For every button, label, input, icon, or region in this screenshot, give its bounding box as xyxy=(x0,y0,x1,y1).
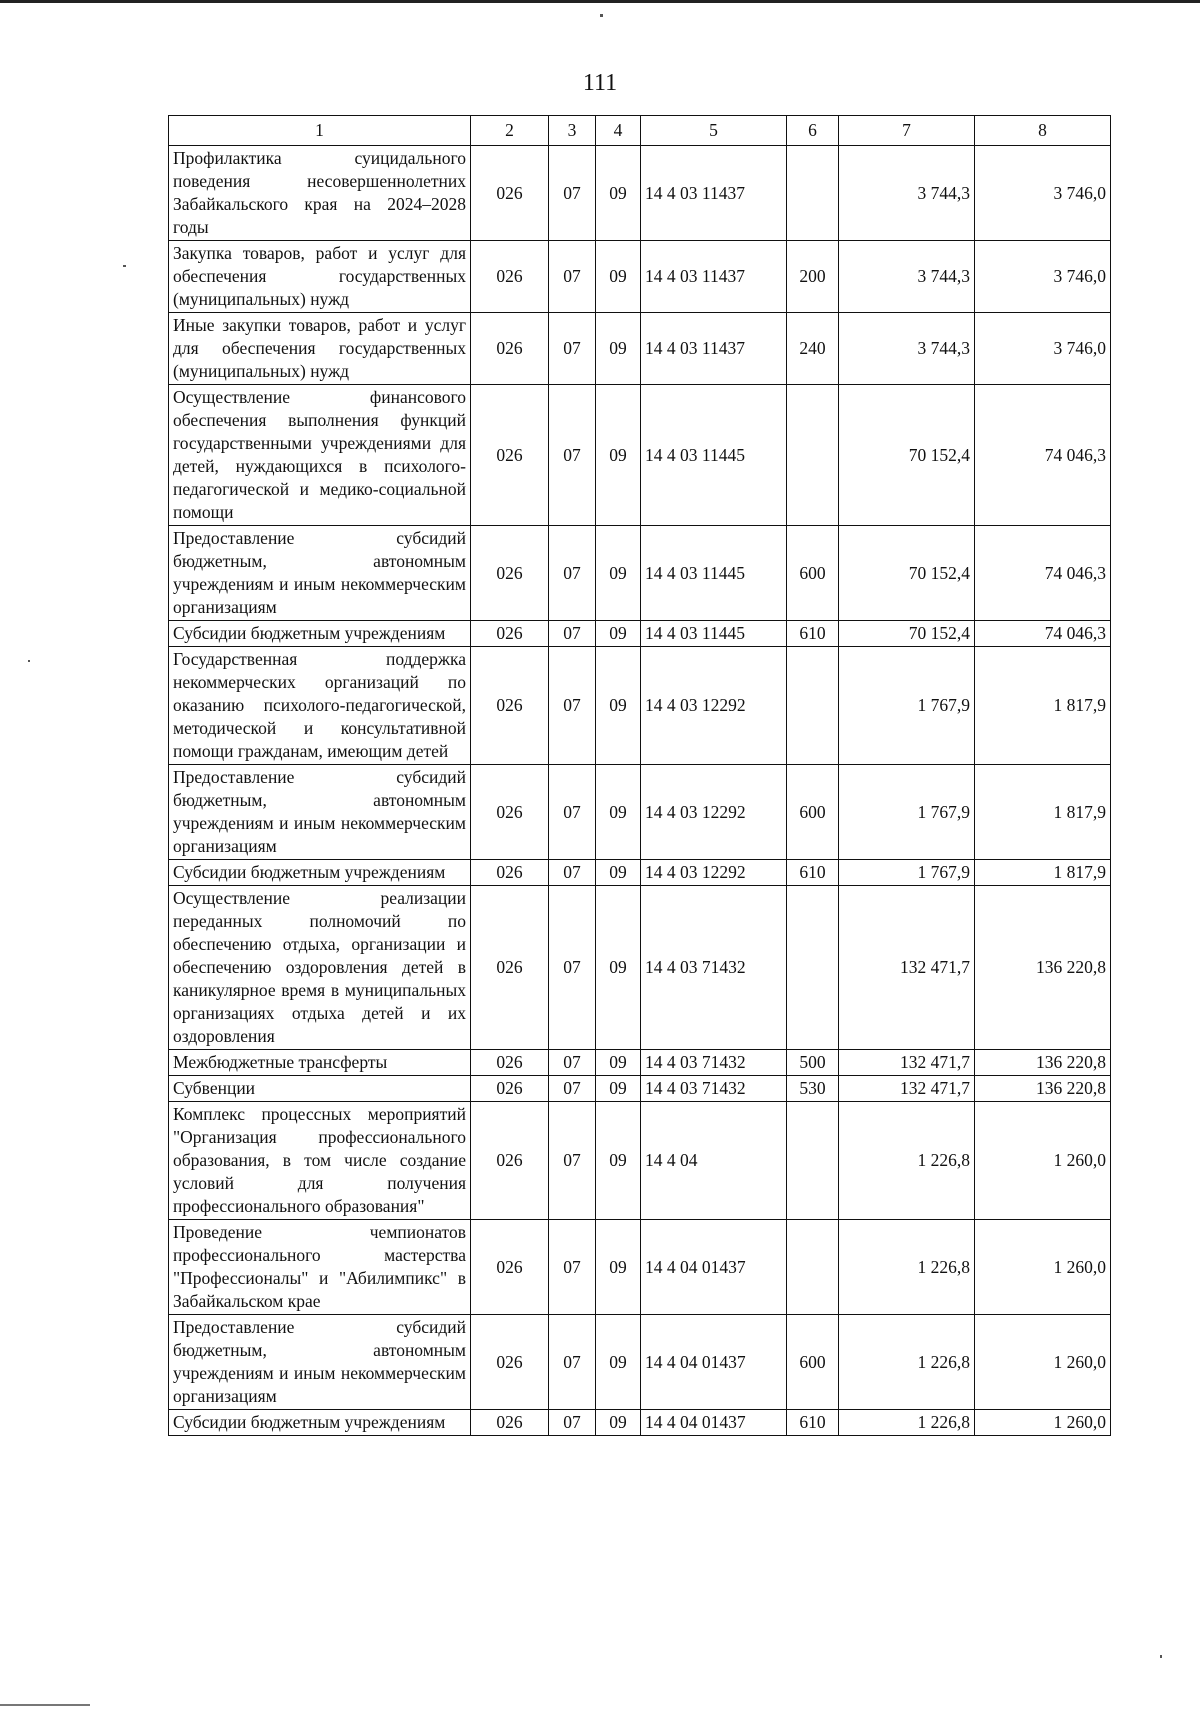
table-row xyxy=(169,886,1111,1050)
header-cell: 8 xyxy=(975,116,1111,146)
expense-type-cell: 530 xyxy=(787,1076,839,1102)
row-name-cell: Комплекс процессных мероприятий "Организация профессионального образования, в том числе создание условий для получения профессионального образования" xyxy=(169,1102,471,1220)
amount-2025-cell: 3 744,3 xyxy=(839,146,975,241)
amount-2026-cell: 1 260,0 xyxy=(975,1102,1111,1220)
amount-2025-cell: 1 226,8 xyxy=(839,1410,975,1436)
section-cell: 07 xyxy=(549,1220,596,1315)
amount-2025-cell: 70 152,4 xyxy=(839,385,975,526)
expense-type-cell xyxy=(787,1220,839,1315)
row-name-cell: Закупка товаров, работ и услуг для обеспечения государственных (муниципальных) нужд xyxy=(169,241,471,313)
table-row xyxy=(169,241,1111,313)
page-number: 111 xyxy=(582,70,618,96)
target-article-cell: 14 4 03 12292 xyxy=(641,647,787,765)
amount-2026-cell: 3 746,0 xyxy=(975,313,1111,385)
kbk-ministry-cell: 026 xyxy=(471,1315,549,1410)
subsection-cell: 09 xyxy=(596,647,641,765)
amount-2025-cell: 132 471,7 xyxy=(839,1076,975,1102)
table-row xyxy=(169,1102,1111,1220)
section-cell: 07 xyxy=(549,385,596,526)
section-cell: 07 xyxy=(549,241,596,313)
header-cell: 5 xyxy=(641,116,787,146)
kbk-ministry-cell: 026 xyxy=(471,385,549,526)
table-row xyxy=(169,860,1111,886)
table-row xyxy=(169,526,1111,621)
table-row xyxy=(169,621,1111,647)
amount-2025-cell: 70 152,4 xyxy=(839,621,975,647)
kbk-ministry-cell: 026 xyxy=(471,1050,549,1076)
expense-type-cell xyxy=(787,647,839,765)
kbk-ministry-cell: 026 xyxy=(471,146,549,241)
subsection-cell: 09 xyxy=(596,1050,641,1076)
section-cell: 07 xyxy=(549,765,596,860)
section-cell: 07 xyxy=(549,313,596,385)
expense-type-cell: 600 xyxy=(787,526,839,621)
target-article-cell: 14 4 03 71432 xyxy=(641,1076,787,1102)
subsection-cell: 09 xyxy=(596,886,641,1050)
expense-type-cell xyxy=(787,886,839,1050)
row-name-cell: Предоставление субсидий бюджетным, автономным учреждениям и иным некоммерческим организациям xyxy=(169,526,471,621)
target-article-cell: 14 4 03 11437 xyxy=(641,146,787,241)
row-name-cell: Межбюджетные трансферты xyxy=(169,1050,471,1076)
target-article-cell: 14 4 03 12292 xyxy=(641,765,787,860)
target-article-cell: 14 4 03 71432 xyxy=(641,1050,787,1076)
amount-2026-cell: 74 046,3 xyxy=(975,621,1111,647)
table-row xyxy=(169,313,1111,385)
section-cell: 07 xyxy=(549,647,596,765)
amount-2025-cell: 3 744,3 xyxy=(839,313,975,385)
kbk-ministry-cell: 026 xyxy=(471,860,549,886)
amount-2025-cell: 1 226,8 xyxy=(839,1102,975,1220)
header-cell: 4 xyxy=(596,116,641,146)
target-article-cell: 14 4 04 xyxy=(641,1102,787,1220)
row-name-cell: Субсидии бюджетным учреждениям xyxy=(169,621,471,647)
table-row xyxy=(169,146,1111,241)
subsection-cell: 09 xyxy=(596,526,641,621)
row-name-cell: Субвенции xyxy=(169,1076,471,1102)
subsection-cell: 09 xyxy=(596,860,641,886)
amount-2025-cell: 1 767,9 xyxy=(839,860,975,886)
target-article-cell: 14 4 03 71432 xyxy=(641,886,787,1050)
subsection-cell: 09 xyxy=(596,385,641,526)
amount-2025-cell: 132 471,7 xyxy=(839,886,975,1050)
row-name-cell: Осуществление реализации переданных полномочий по обеспечению отдыха, организации и обеспечению оздоровления детей в каникулярное время в муниципальных организациях отдыха детей и их оздоровления xyxy=(169,886,471,1050)
amount-2026-cell: 1 817,9 xyxy=(975,647,1111,765)
header-cell: 3 xyxy=(549,116,596,146)
amount-2025-cell: 70 152,4 xyxy=(839,526,975,621)
amount-2026-cell: 74 046,3 xyxy=(975,385,1111,526)
kbk-ministry-cell: 026 xyxy=(471,1076,549,1102)
section-cell: 07 xyxy=(549,1076,596,1102)
amount-2026-cell: 136 220,8 xyxy=(975,1076,1111,1102)
kbk-ministry-cell: 026 xyxy=(471,621,549,647)
amount-2025-cell: 1 767,9 xyxy=(839,647,975,765)
expense-type-cell: 600 xyxy=(787,1315,839,1410)
table-row xyxy=(169,1076,1111,1102)
row-name-cell: Предоставление субсидий бюджетным, автономным учреждениям и иным некоммерческим организациям xyxy=(169,765,471,860)
header-cell: 7 xyxy=(839,116,975,146)
amount-2025-cell: 1 226,8 xyxy=(839,1220,975,1315)
expense-type-cell xyxy=(787,385,839,526)
expense-type-cell xyxy=(787,1102,839,1220)
row-name-cell: Осуществление финансового обеспечения выполнения функций государственными учреждениями для детей, нуждающихся в психолого-педагогической и медико-социальной помощи xyxy=(169,385,471,526)
table-row xyxy=(169,385,1111,526)
header-cell: 2 xyxy=(471,116,549,146)
amount-2026-cell: 3 746,0 xyxy=(975,241,1111,313)
amount-2026-cell: 74 046,3 xyxy=(975,526,1111,621)
target-article-cell: 14 4 03 11445 xyxy=(641,621,787,647)
subsection-cell: 09 xyxy=(596,621,641,647)
table-row xyxy=(169,1315,1111,1410)
row-name-cell: Иные закупки товаров, работ и услуг для обеспечения государственных (муниципальных) нужд xyxy=(169,313,471,385)
row-name-cell: Проведение чемпионатов профессионального мастерства "Профессионалы" и "Абилимпикс" в Забайкальском крае xyxy=(169,1220,471,1315)
target-article-cell: 14 4 03 11437 xyxy=(641,313,787,385)
subsection-cell: 09 xyxy=(596,313,641,385)
expense-type-cell: 240 xyxy=(787,313,839,385)
expense-type-cell: 610 xyxy=(787,860,839,886)
expense-type-cell: 600 xyxy=(787,765,839,860)
kbk-ministry-cell: 026 xyxy=(471,313,549,385)
section-cell: 07 xyxy=(549,886,596,1050)
target-article-cell: 14 4 03 11437 xyxy=(641,241,787,313)
header-cell: 6 xyxy=(787,116,839,146)
budget-table xyxy=(168,115,1111,1436)
row-name-cell: Государственная поддержка некоммерческих организаций по оказанию психолого-педагогической, методической и консультативной помощи гражданам, имеющим детей xyxy=(169,647,471,765)
scan-speck xyxy=(123,265,126,267)
amount-2026-cell: 1 260,0 xyxy=(975,1315,1111,1410)
header-row xyxy=(169,116,1111,146)
row-name-cell: Профилактика суицидального поведения несовершеннолетних Забайкальского края на 2024–2028 годы xyxy=(169,146,471,241)
section-cell: 07 xyxy=(549,526,596,621)
scan-speck xyxy=(28,660,30,662)
kbk-ministry-cell: 026 xyxy=(471,886,549,1050)
expense-type-cell xyxy=(787,146,839,241)
row-name-cell: Субсидии бюджетным учреждениям xyxy=(169,860,471,886)
section-cell: 07 xyxy=(549,1102,596,1220)
amount-2026-cell: 136 220,8 xyxy=(975,886,1111,1050)
subsection-cell: 09 xyxy=(596,1102,641,1220)
table-row xyxy=(169,1050,1111,1076)
amount-2026-cell: 1 817,9 xyxy=(975,765,1111,860)
kbk-ministry-cell: 026 xyxy=(471,1220,549,1315)
kbk-ministry-cell: 026 xyxy=(471,526,549,621)
table-row xyxy=(169,647,1111,765)
kbk-ministry-cell: 026 xyxy=(471,765,549,860)
amount-2025-cell: 132 471,7 xyxy=(839,1050,975,1076)
row-name-cell: Предоставление субсидий бюджетным, автономным учреждениям и иным некоммерческим организациям xyxy=(169,1315,471,1410)
amount-2025-cell: 3 744,3 xyxy=(839,241,975,313)
target-article-cell: 14 4 04 01437 xyxy=(641,1315,787,1410)
subsection-cell: 09 xyxy=(596,1410,641,1436)
kbk-ministry-cell: 026 xyxy=(471,647,549,765)
section-cell: 07 xyxy=(549,1050,596,1076)
expense-type-cell: 610 xyxy=(787,1410,839,1436)
expense-type-cell: 610 xyxy=(787,621,839,647)
section-cell: 07 xyxy=(549,860,596,886)
table-row xyxy=(169,765,1111,860)
amount-2025-cell: 1 226,8 xyxy=(839,1315,975,1410)
expense-type-cell: 500 xyxy=(787,1050,839,1076)
amount-2025-cell: 1 767,9 xyxy=(839,765,975,860)
subsection-cell: 09 xyxy=(596,241,641,313)
subsection-cell: 09 xyxy=(596,1220,641,1315)
amount-2026-cell: 1 260,0 xyxy=(975,1410,1111,1436)
target-article-cell: 14 4 04 01437 xyxy=(641,1220,787,1315)
section-cell: 07 xyxy=(549,621,596,647)
target-article-cell: 14 4 04 01437 xyxy=(641,1410,787,1436)
scan-edge-line xyxy=(0,1704,90,1706)
scan-speck xyxy=(600,14,603,17)
section-cell: 07 xyxy=(549,1315,596,1410)
target-article-cell: 14 4 03 12292 xyxy=(641,860,787,886)
scan-speck xyxy=(1160,1655,1162,1658)
amount-2026-cell: 1 817,9 xyxy=(975,860,1111,886)
table-row xyxy=(169,1220,1111,1315)
header-cell: 1 xyxy=(169,116,471,146)
target-article-cell: 14 4 03 11445 xyxy=(641,526,787,621)
target-article-cell: 14 4 03 11445 xyxy=(641,385,787,526)
amount-2026-cell: 1 260,0 xyxy=(975,1220,1111,1315)
amount-2026-cell: 3 746,0 xyxy=(975,146,1111,241)
subsection-cell: 09 xyxy=(596,1315,641,1410)
section-cell: 07 xyxy=(549,146,596,241)
expense-type-cell: 200 xyxy=(787,241,839,313)
subsection-cell: 09 xyxy=(596,1076,641,1102)
row-name-cell: Субсидии бюджетным учреждениям xyxy=(169,1410,471,1436)
section-cell: 07 xyxy=(549,1410,596,1436)
subsection-cell: 09 xyxy=(596,146,641,241)
table-row xyxy=(169,1410,1111,1436)
kbk-ministry-cell: 026 xyxy=(471,1102,549,1220)
amount-2026-cell: 136 220,8 xyxy=(975,1050,1111,1076)
page-top-edge xyxy=(0,0,1200,3)
kbk-ministry-cell: 026 xyxy=(471,241,549,313)
kbk-ministry-cell: 026 xyxy=(471,1410,549,1436)
subsection-cell: 09 xyxy=(596,765,641,860)
